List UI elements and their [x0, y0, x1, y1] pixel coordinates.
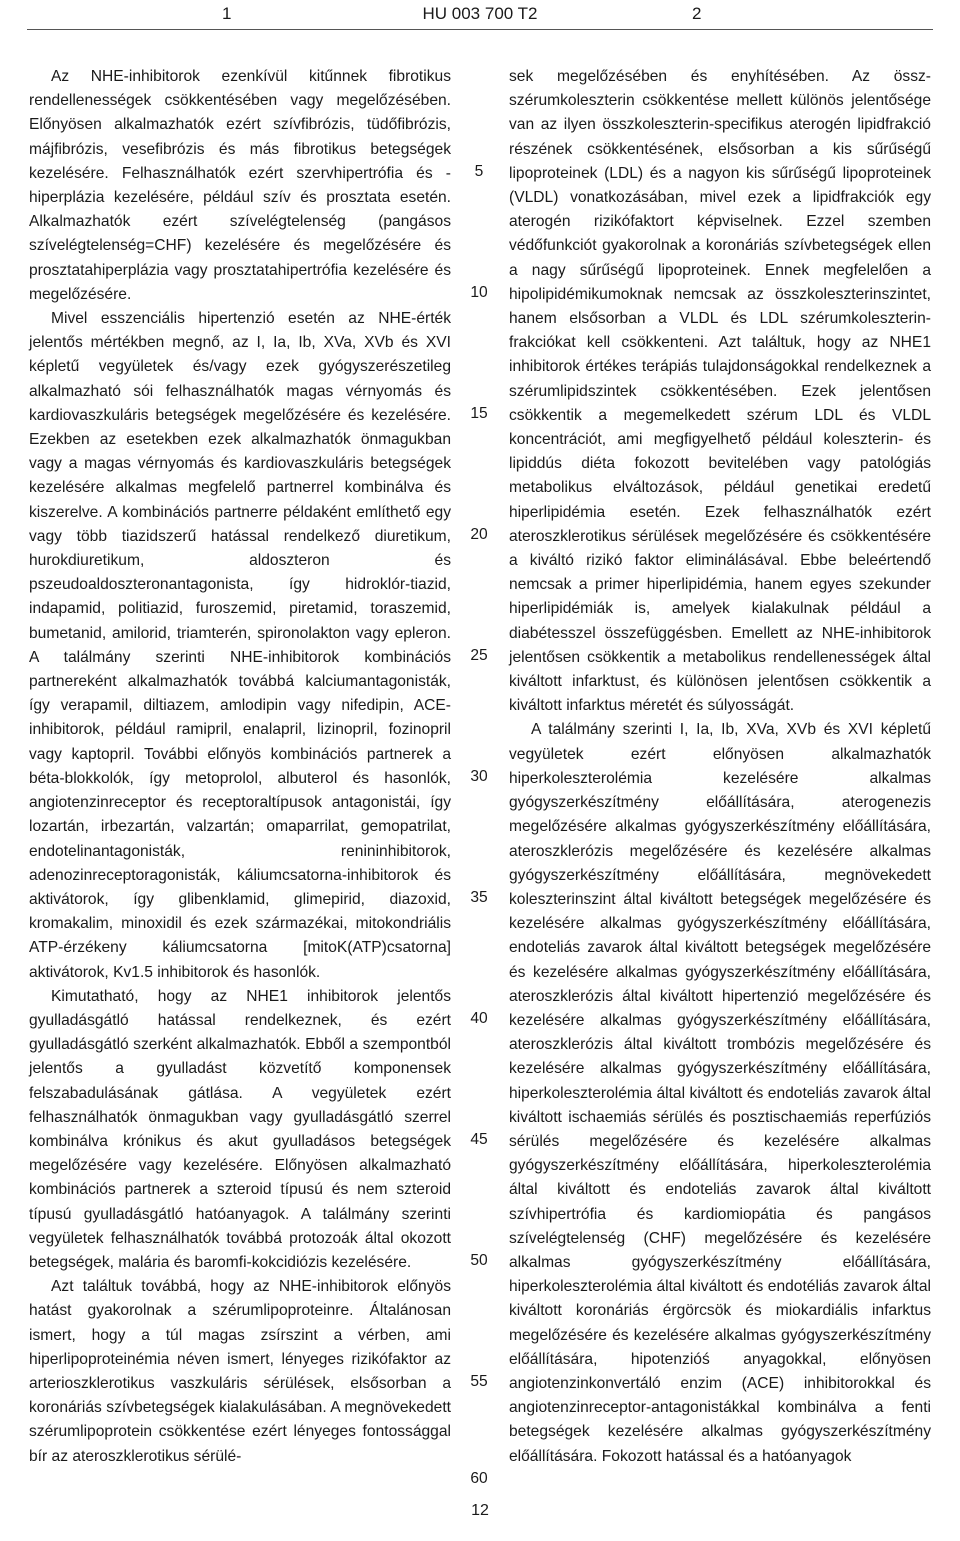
line-number: 5: [474, 163, 484, 180]
page-number-right: 2: [692, 4, 702, 23]
header-rule: [27, 29, 933, 30]
line-number: 40: [470, 1010, 488, 1027]
line-number: 50: [470, 1252, 488, 1269]
paragraph: A találmány szerinti I, Ia, Ib, XVa, XVb és XVI képletű vegyületek ezért előnyösen alkalmazhatók hiperkoleszterolémia kezelésére alkalmas gyógyszerkészítmény előállítására, aterogenezis megelőzésére alkalmas gyógyszerkészítmény előállítására, ateroszklerózis megelőzésére és kezelésére alkalmas gyógyszerkészítmény előállítására, megnövekedett koleszterinszint által kiváltott betegségek megelőzésére és kezelésére alkalmas gyógyszerkészítmény előállítására, endoteliás zavarok által kiváltott betegségek megelőzésére és kezelésére alkalmas gyógyszerkészítmény előállítására, ateroszklerózis által kiváltott hipertenzió megelőzésére és kezelésére alkalmas gyógyszerkészítmény előállítására, ateroszklerózis által kiváltott trombózis megelőzésére és kezelésére alkalmas gyógyszerkészítmény előállítására, hiperkoleszterolémia által kiváltott és endoteliás zavarok által kiváltott ischaemiás sérülés és posztischaemiás reperfúziós sérülés megelőzésére és kezelésére alkalmas gyógyszerkészítmény előállítására, hiperkoleszterolémia által kiváltott és endoteliás zavarok által kiváltott szívhipertrófia és kardiomiopátia és pangásos szívelégtelenség (CHF) megelőzésére és kezelésére alkalmas gyógyszerkészítmény előállítására, hiperkoleszterolémia által kiváltott és endotéliás zavarok által kiváltott koronáriás érgörcsök és miokardiális infarktus megelőzésére és kezelésére alkalmas gyógyszerkészítmény előállítására, hipotenzióś anyagokkal, előnyösen angiotenzinkonvertáló enzim (ACE) inhibitorokkal és angiotenzinreceptor-antagonistákkal kombinálva a fenti betegségek kezelésére alkalmas gyógyszerkészítmény előállítására. Fokozott hatással és a hatóanyagok: [509, 721, 931, 1465]
paragraph: Kimutatható, hogy az NHE1 inhibitorok jelentős gyulladásgátló hatással rendelkeznek, és ezért gyulladásgátló szerként alkalmazhatók. Ebből a szempontból jelentős a gyulladást közvetítő komponensek felszabadulásának gátlása. A vegyületek ezért felhasználhatók önmagukban vagy gyulladásgátló szerrel kombinálva krónikus és akut gyulladásos betegségek megelőzésére vagy kezelésére. Előnyösen alkalmazható kombinációs partnerek a szteroid típusú és nem szteroid típusú gyulladásgátló hatóanyagok. A találmány szerinti vegyületek felhasználhatók továbbá protozoák által okozott betegségek, malária és baromfi-kokcidiózis kezelésére.: [29, 987, 451, 1271]
line-number: 25: [470, 647, 488, 664]
paragraph: Az NHE-inhibitorok ezenkívül kitűnnek fibrotikus rendellenességek csökkentésében vagy megelőzésében. Előnyösen alkalmazhatók ezért szívfibrózis, tüdőfibrózis, májfibrózis, vesefibrózis és más fibrotikus betegségek kezelésére. Felhasználhatók ezért szervhipertrófia és -hiperplázia kezelésére, például szív és prosztata esetén. Alkalmazhatók ezért szívelégtelenség (pangásos szívelégtelenség=CHF) kezelésére és megelőzésére és prosztatahiperplázia vagy prosztatahipertrófia kezelésére és megelőzésére.: [29, 68, 451, 303]
line-number: 10: [470, 284, 488, 301]
right-column: [509, 65, 931, 1469]
line-number: 20: [470, 526, 488, 543]
page-header: [0, 0, 960, 28]
line-number: 45: [470, 1131, 488, 1148]
line-number: 35: [470, 889, 488, 906]
paragraph: Azt találtuk továbbá, hogy az NHE-inhibitorok előnyös hatást gyakorolnak a szérumlipoproteinre. Általánosan ismert, hogy a túl magas zsírszint a vérben, ami hiperlipoproteinémia néven ismert, lényeges rizikófaktor az arterioszklerotikus vaszkuláris sérülések, elsősorban a koronáriás szívbetegségek kialakulásában. A megnövekedett szérumlipoprotein csökkentése ezért lényeges fontossággal bír az ateroszklerotikus sérülé-: [29, 1278, 451, 1465]
page-footer-number: 12: [471, 1502, 489, 1519]
paragraph: sek megelőzésében és enyhítésében. Az össz-szérumkoleszterin csökkentése mellett különös jelentősége van az ilyen összkoleszterin-specifikus aterogén lipidfrakció részének csökkentésének, elsősorban a kis sűrűségű lipoproteinek (LDL) és a nagyon kis sűrűségű lipoproteinek (VLDL) vonatkozásában, mivel ezek a lipidfrakciók egy aterogén rizikófaktort képviselnek. Ezzel szemben védőfunkciót gyakorolnak a koronáriás szívbetegségek ellen a nagy sűrűségű lipoproteinek. Ennek megfelelően a hipolipidémikumoknak nemcsak az összkoleszterinszintet, hanem elsősorban a VLDL és LDL szérumkoleszterin-frakciókat kell csökkenteni. Azt találtuk, hogy az NHE1 inhibitorok értékes terápiás tulajdonságokkal rendelkeznek a szérumlipidszintek csökkentésében. Ezek jelentősen csökkentik a megemelkedett szérum LDL és VLDL koncentrációt, ami megfigyelhető például koleszterin- és lipiddús diéta fokozott bevitelében vagy patológiás metabolikus elváltozások, például genetikai eredetű hiperlipidémia esetén. Ezek felhasználhatók ezért ateroszklerotikus sérülések megelőzésére és csökkentésére a kiváltó rizikó faktor eliminálásával. Ebbe beleértendő nemcsak a primer hiperlipidémia, hanem egyes szekunder hiperlipidémiák is, amelyek kialakulnak például a diabétesszel összefüggésben. Emellett az NHE-inhibitorok jelentősen csökkentik a metabolikus rendellenességek által kiváltott infarktust, és különösen jelentősen csökkentik a kiváltott infarktus méretét és súlyosságát.: [509, 68, 931, 715]
paragraph: Mivel esszenciális hipertenzió esetén az NHE-érték jelentős mértékben megnő, az I, Ia, Ib, XVa, XVb és XVI képletű vegyületek és/vagy ezek gyógyszerészetileg alkalmazható sói felhasználhatók magas vérnyomás és kardiovaszkuláris betegségek megelőzésére és kezelésére. Ezekben az esetekben ezek alkalmazhatók önmagukban vagy a magas vérnyomás és kardiovaszkuláris betegségek kezelésére alkalmas megfelelő partnerrel kombinálva és kiszerelve. A kombinációs partnerre példaként említhető egy vagy több tiazidszerű hatással rendelkező diuretikum, hurokdiuretikum, aldoszteron és pszeudoaldoszteronantagonista, így hidroklór-tiazid, indapamid, politiazid, furoszemid, piretamid, toraszemid, bumetanid, amilorid, triamterén, spironolakton vagy epleron. A találmány szerinti NHE-inhibitorok kombinációs partnereként alkalmazhatók továbbá kalciumantagonisták, így verapamil, diltiazem, amlodipin vagy nifedipin, ACE-inhibitorok, például ramipril, enalapril, lizinopril, fozinopril vagy kaptopril. További előnyös kombinációs partnerek a béta-blokkolók, így metoprolol, albuterol és hasonlók, angiotenzinreceptor és receptoraltípusok antagonistái, így lozartán, irbezartán, valzartán; omaparrilat, gemopatrilat, endotelinantagonisták, renininhibitorok, adenozinreceptoragonisták, káliumcsatorna-inhibitorok és aktivátorok, így glibenklamid, glimepirid, diazoxid, kromakalim, minoxidil és ezek származékai, mitokondriális ATP-érzékeny káliumcsatorna [mitoK(ATP)csatorna] aktivátorok, Kv1.5 inhibitorok és hasonlók.: [29, 310, 451, 981]
line-number: 60: [470, 1470, 488, 1487]
line-number: 15: [470, 405, 488, 422]
page-number-left: 1: [222, 4, 232, 23]
line-number: 55: [470, 1373, 488, 1390]
left-column: [29, 65, 451, 1469]
document-id: HU 003 700 T2: [422, 4, 538, 23]
line-number: 30: [470, 768, 488, 785]
